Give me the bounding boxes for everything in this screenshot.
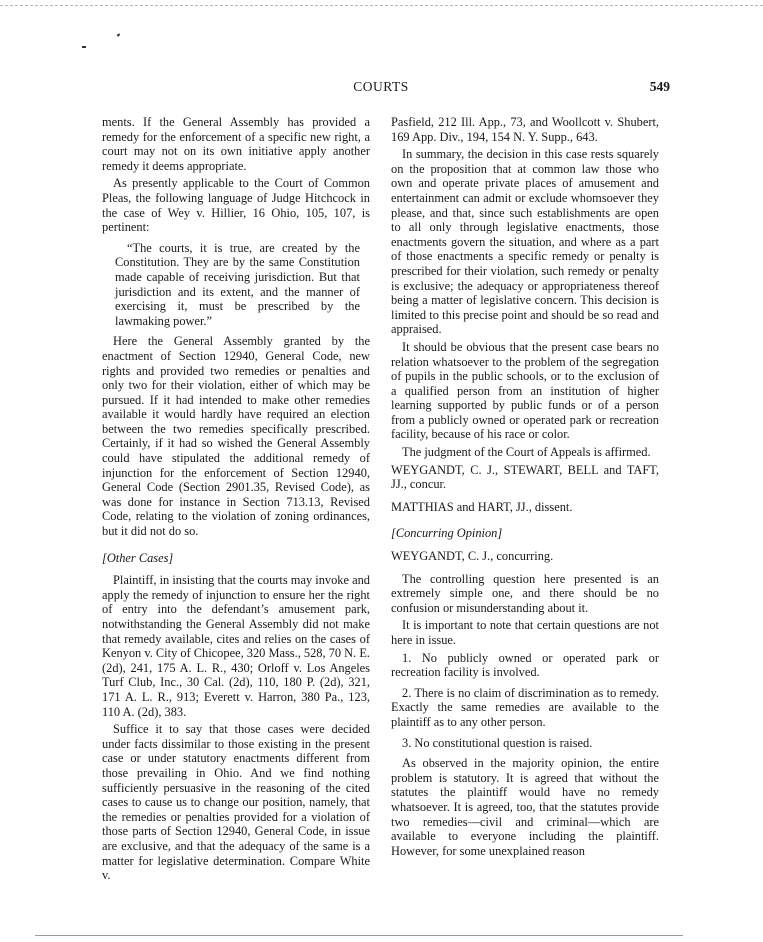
section-heading: [Other Cases] (102, 550, 174, 565)
bottom-edge-line (35, 935, 683, 936)
numbered-point: 1. No publicly owned or operated park or recreation facility is involved. (391, 650, 659, 680)
dissent-line: MATTHIAS and HART, JJ., dissent. (391, 499, 573, 514)
paragraph: It is important to note that certain questions are not here in issue. (391, 618, 659, 647)
opinion-author-line: WEYGANDT, C. J., concurring. (391, 549, 554, 564)
page-number: 549 (649, 79, 670, 94)
paragraph: In summary, the decision in this case rests squarely on the proposition that at common law those who own and operate private places of amusement and entertainment can admit or exclude whomsoever they please, and that, since such establishments are open to all only through legislative enactments, those enactments govern the situation, and where as a part of those enactments a specific remedy or penalty is prescribed for their violation, such remedy or penalty is exclusive; the adequacy or appropriateness thereof being a matter of legislative concern. This decision is limited to this precise point and should be so read and appraised. (391, 147, 659, 337)
paragraph: Plaintiff, in insisting that the courts may invoke and apply the remedy of injunction to ensure her the right of entry into the defendant’s amusement park, notwithstanding the General Assembly did not make that remedy available, cites and relies on the cases of Kenyon v. City of Chicopee, 320 Mass., 528, 70 N. E. (2d), 241, 175 A. L. R., 430; Orloff v. Los Angeles Turf Club, Inc., 30 Cal. (2d), 110, 180 P. (2d), 321, 171 A. L. R., 913; Everett v. Harron, 380 Pa., 123, 110 A. (2d), 383. (102, 573, 370, 719)
paragraph: Pasfield, 212 Ill. App., 73, and Woollcott v. Shubert, 169 App. Div., 194, 154 N. Y. Supp., 643. (391, 115, 659, 144)
concurrence-line: WEYGANDT, C. J., STEWART, BELL and TAFT, JJ., concur. (391, 462, 659, 492)
paragraph: Here the General Assembly granted by the enactment of Section 12940, General Code, new rights and provided two remedies or penalties and only two for their violation, either of which may be pursued. If it had intended to make other remedies available it would hardly have required an election between the two remedies specifically prescribed. Certainly, if it had so wished the General Assembly could have stipulated the additional remedy of injunction for the enforcement of Section 12940, General Code (Section 2901.35, Revised Code), as was done for instance in Section 713.13, Revised Code, relating to the violation of zoning ordinances, but it did not do so. (102, 334, 370, 539)
right-column (391, 115, 659, 861)
running-head: COURTS (353, 79, 409, 94)
paragraph: As observed in the majority opinion, the entire problem is statutory. It is agreed that without the statutes the plaintiff would have no remedy whatsoever. It is agreed, too, that the statutes provide two remedies—civil and criminal—which are available to everyone including the plaintiff. However, for some unexplained reason (391, 756, 659, 858)
block-quote: “The courts, it is true, are created by the Constitution. They are by the same Constitution made capable of receiving jurisdiction. But that jurisdiction and its extent, and the manner of exercising it, must be prescribed by the lawmaking power.” (115, 240, 360, 328)
paragraph: Suffice it to say that those cases were decided under facts dissimilar to those existing in the present case or under statutory enactments different from those prevailing in Ohio. And we find nothing sufficiently persuasive in the reasoning of the cited cases to cause us to change our position, namely, that the remedies or penalties provided for a violation of those parts of Section 12940, General Code, in issue are exclusive, and that the adequacy of the same is a matter for legislative determination. Compare White v. (102, 722, 370, 883)
paragraph: The controlling question here presented is an extremely simple one, and there should be no confusion or misunderstanding about it. (391, 571, 659, 615)
left-column (102, 115, 370, 886)
paragraph: As presently applicable to the Court of Common Pleas, the following language of Judge Hitchcock in the case of Wey v. Hillier, 16 Ohio, 105, 107, is pertinent: (102, 176, 370, 235)
scan-speck (82, 46, 86, 48)
paragraph: ments. If the General Assembly has provided a remedy for the enforcement of a specific new right, a court may not on its own initiative apply another remedy it deems appropriate. (102, 115, 370, 173)
section-heading: [Concurring Opinion] (391, 526, 503, 541)
paragraph: The judgment of the Court of Appeals is affirmed. (402, 445, 651, 460)
top-edge-line (0, 5, 763, 6)
scan-speck (117, 33, 121, 36)
numbered-point: 3. No constitutional question is raised. (402, 735, 593, 750)
numbered-point: 2. There is no claim of discrimination as to remedy. Exactly the same remedies are available to the plaintiff as to any other person. (391, 685, 659, 729)
paragraph: It should be obvious that the present case bears no relation whatsoever to the problem of the segregation of pupils in the public schools, or to the exclusion of a qualified person from an institution of higher learning supported by public funds or of a person from a publicly owned or operated park or recreation facility, because of his race or color. (391, 339, 659, 442)
